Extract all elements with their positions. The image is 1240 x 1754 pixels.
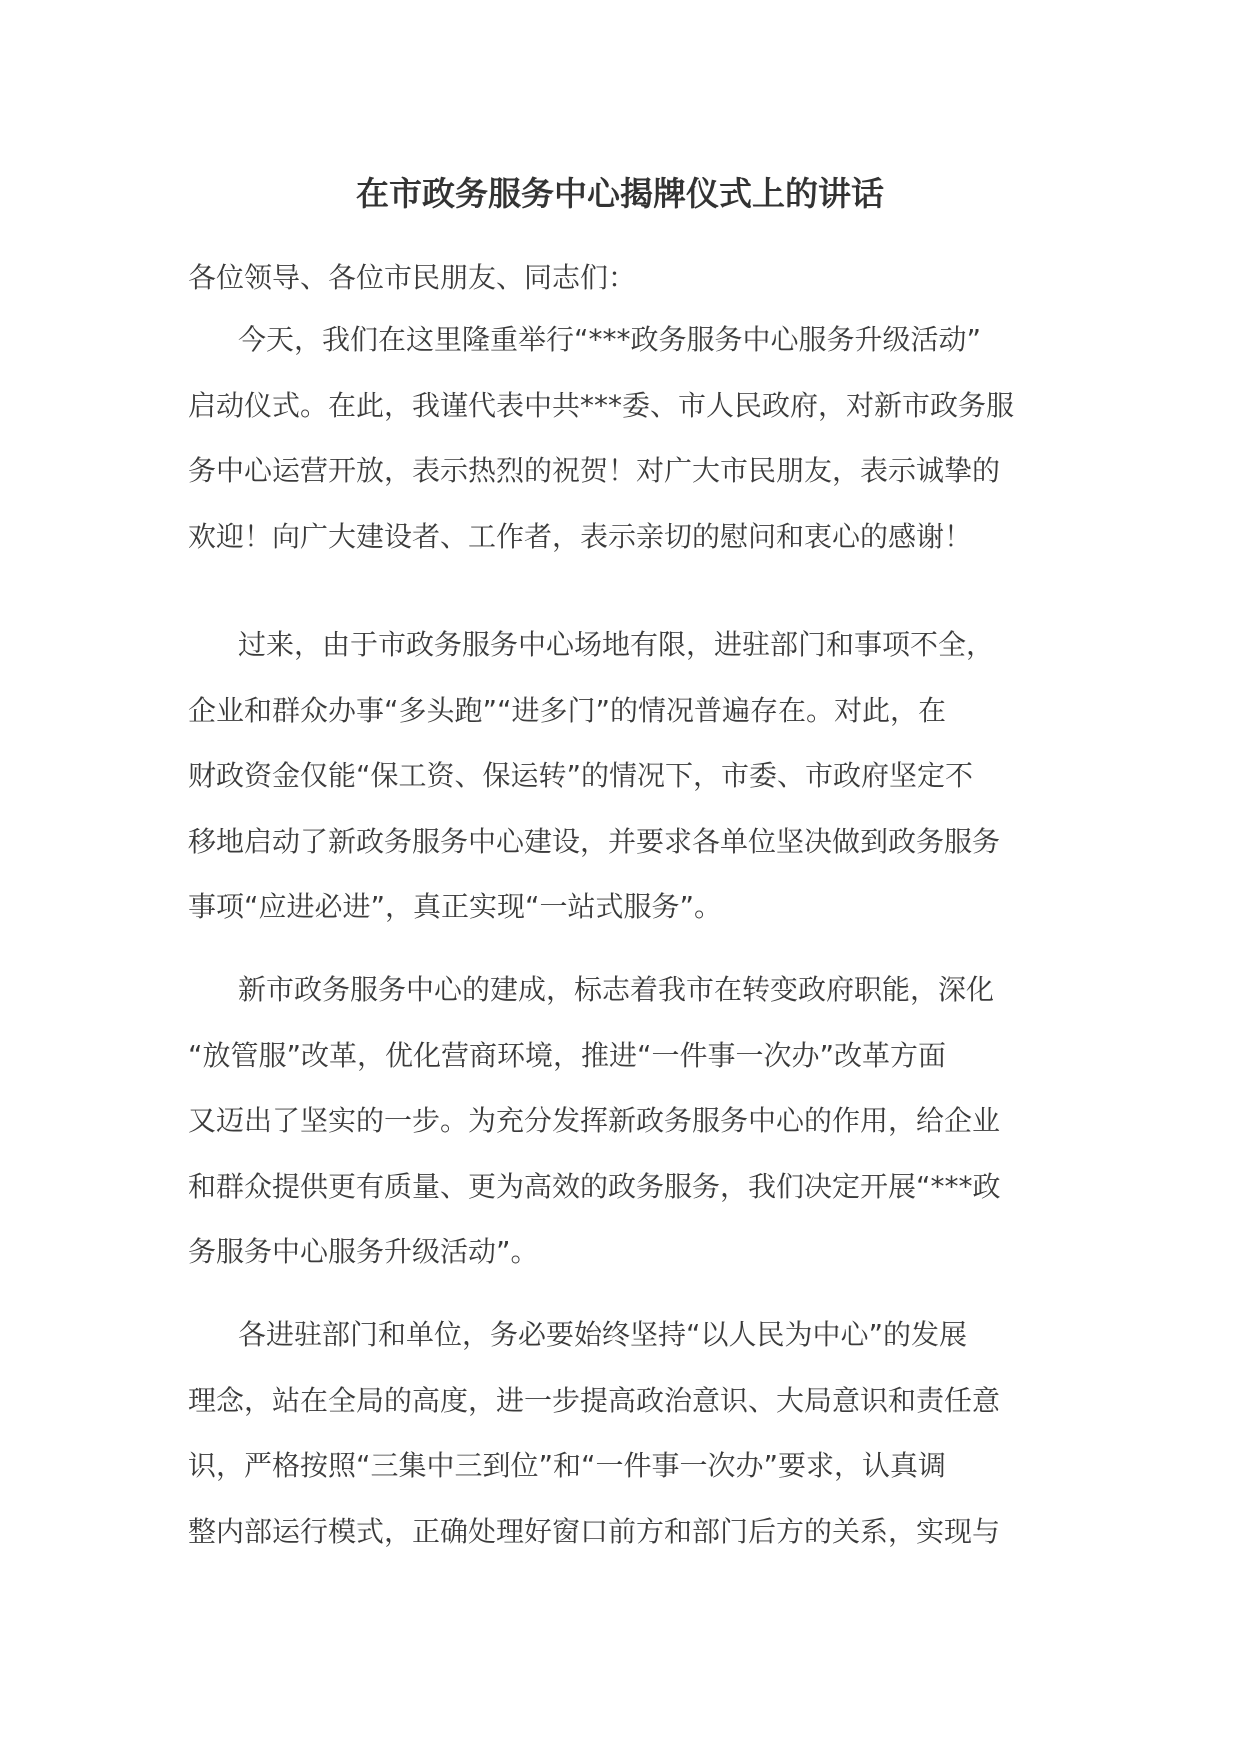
paragraph-4 bbox=[188, 1302, 1058, 1564]
paragraph-line: 和群众提供更有质量、更为高效的政务服务，我们决定开展“***政 bbox=[188, 1169, 1001, 1203]
paragraph-line: 今天，我们在这里隆重举行“***政务服务中心服务升级活动” bbox=[238, 323, 982, 356]
paragraph-line: 务服务中心服务升级活动”。 bbox=[188, 1235, 539, 1268]
salutation: 各位领导、各位市民朋友、同志们： bbox=[188, 261, 637, 294]
paragraph-line: 企业和群众办事“多头跑”“进多门”的情况普遍存在。对此，在 bbox=[188, 693, 947, 727]
paragraph-3 bbox=[188, 957, 1058, 1285]
paragraph-line: “放管服”改革，优化营商环境，推进“一件事一次办”改革方面 bbox=[188, 1038, 947, 1072]
paragraph-line: 识，严格按照“三集中三到位”和“一件事一次办”要求，认真调 bbox=[188, 1449, 947, 1482]
paragraph-line: 启动仪式。在此，我谨代表中共***委、市人民政府，对新市政务服 bbox=[188, 388, 1015, 422]
paragraph-line: 过来，由于市政务服务中心场地有限，进驻部门和事项不全， bbox=[238, 628, 995, 661]
document-title: 在市政务服务中心揭牌仪式上的讲话 bbox=[356, 174, 884, 213]
paragraph-2 bbox=[188, 612, 1058, 940]
paragraph-line: 务中心运营开放，表示热烈的祝贺！对广大市民朋友，表示诚挚的 bbox=[188, 454, 1001, 487]
paragraph-line: 又迈出了坚实的一步。为充分发挥新政务服务中心的作用，给企业 bbox=[188, 1104, 1001, 1137]
paragraph-line: 财政资金仅能“保工资、保运转”的情况下，市委、市政府坚定不 bbox=[188, 759, 974, 792]
paragraph-line: 移地启动了新政务服务中心建设，并要求各单位坚决做到政务服务 bbox=[188, 824, 1001, 858]
paragraph-1 bbox=[188, 307, 1058, 569]
paragraph-line: 各进驻部门和单位，务必要始终坚持“以人民为中心”的发展 bbox=[238, 1318, 968, 1351]
paragraph-line: 整内部运行模式，正确处理好窗口前方和部门后方的关系，实现与 bbox=[188, 1514, 1001, 1548]
paragraph-line: 新市政务服务中心的建成，标志着我市在转变政府职能，深化 bbox=[238, 973, 995, 1006]
paragraph-line: 理念，站在全局的高度，进一步提高政治意识、大局意识和责任意 bbox=[188, 1383, 1001, 1417]
paragraph-line: 欢迎！向广大建设者、工作者，表示亲切的慰问和衷心的感谢！ bbox=[188, 519, 973, 553]
paragraph-line: 事项“应进必进”，真正实现“一站式服务”。 bbox=[188, 890, 723, 923]
